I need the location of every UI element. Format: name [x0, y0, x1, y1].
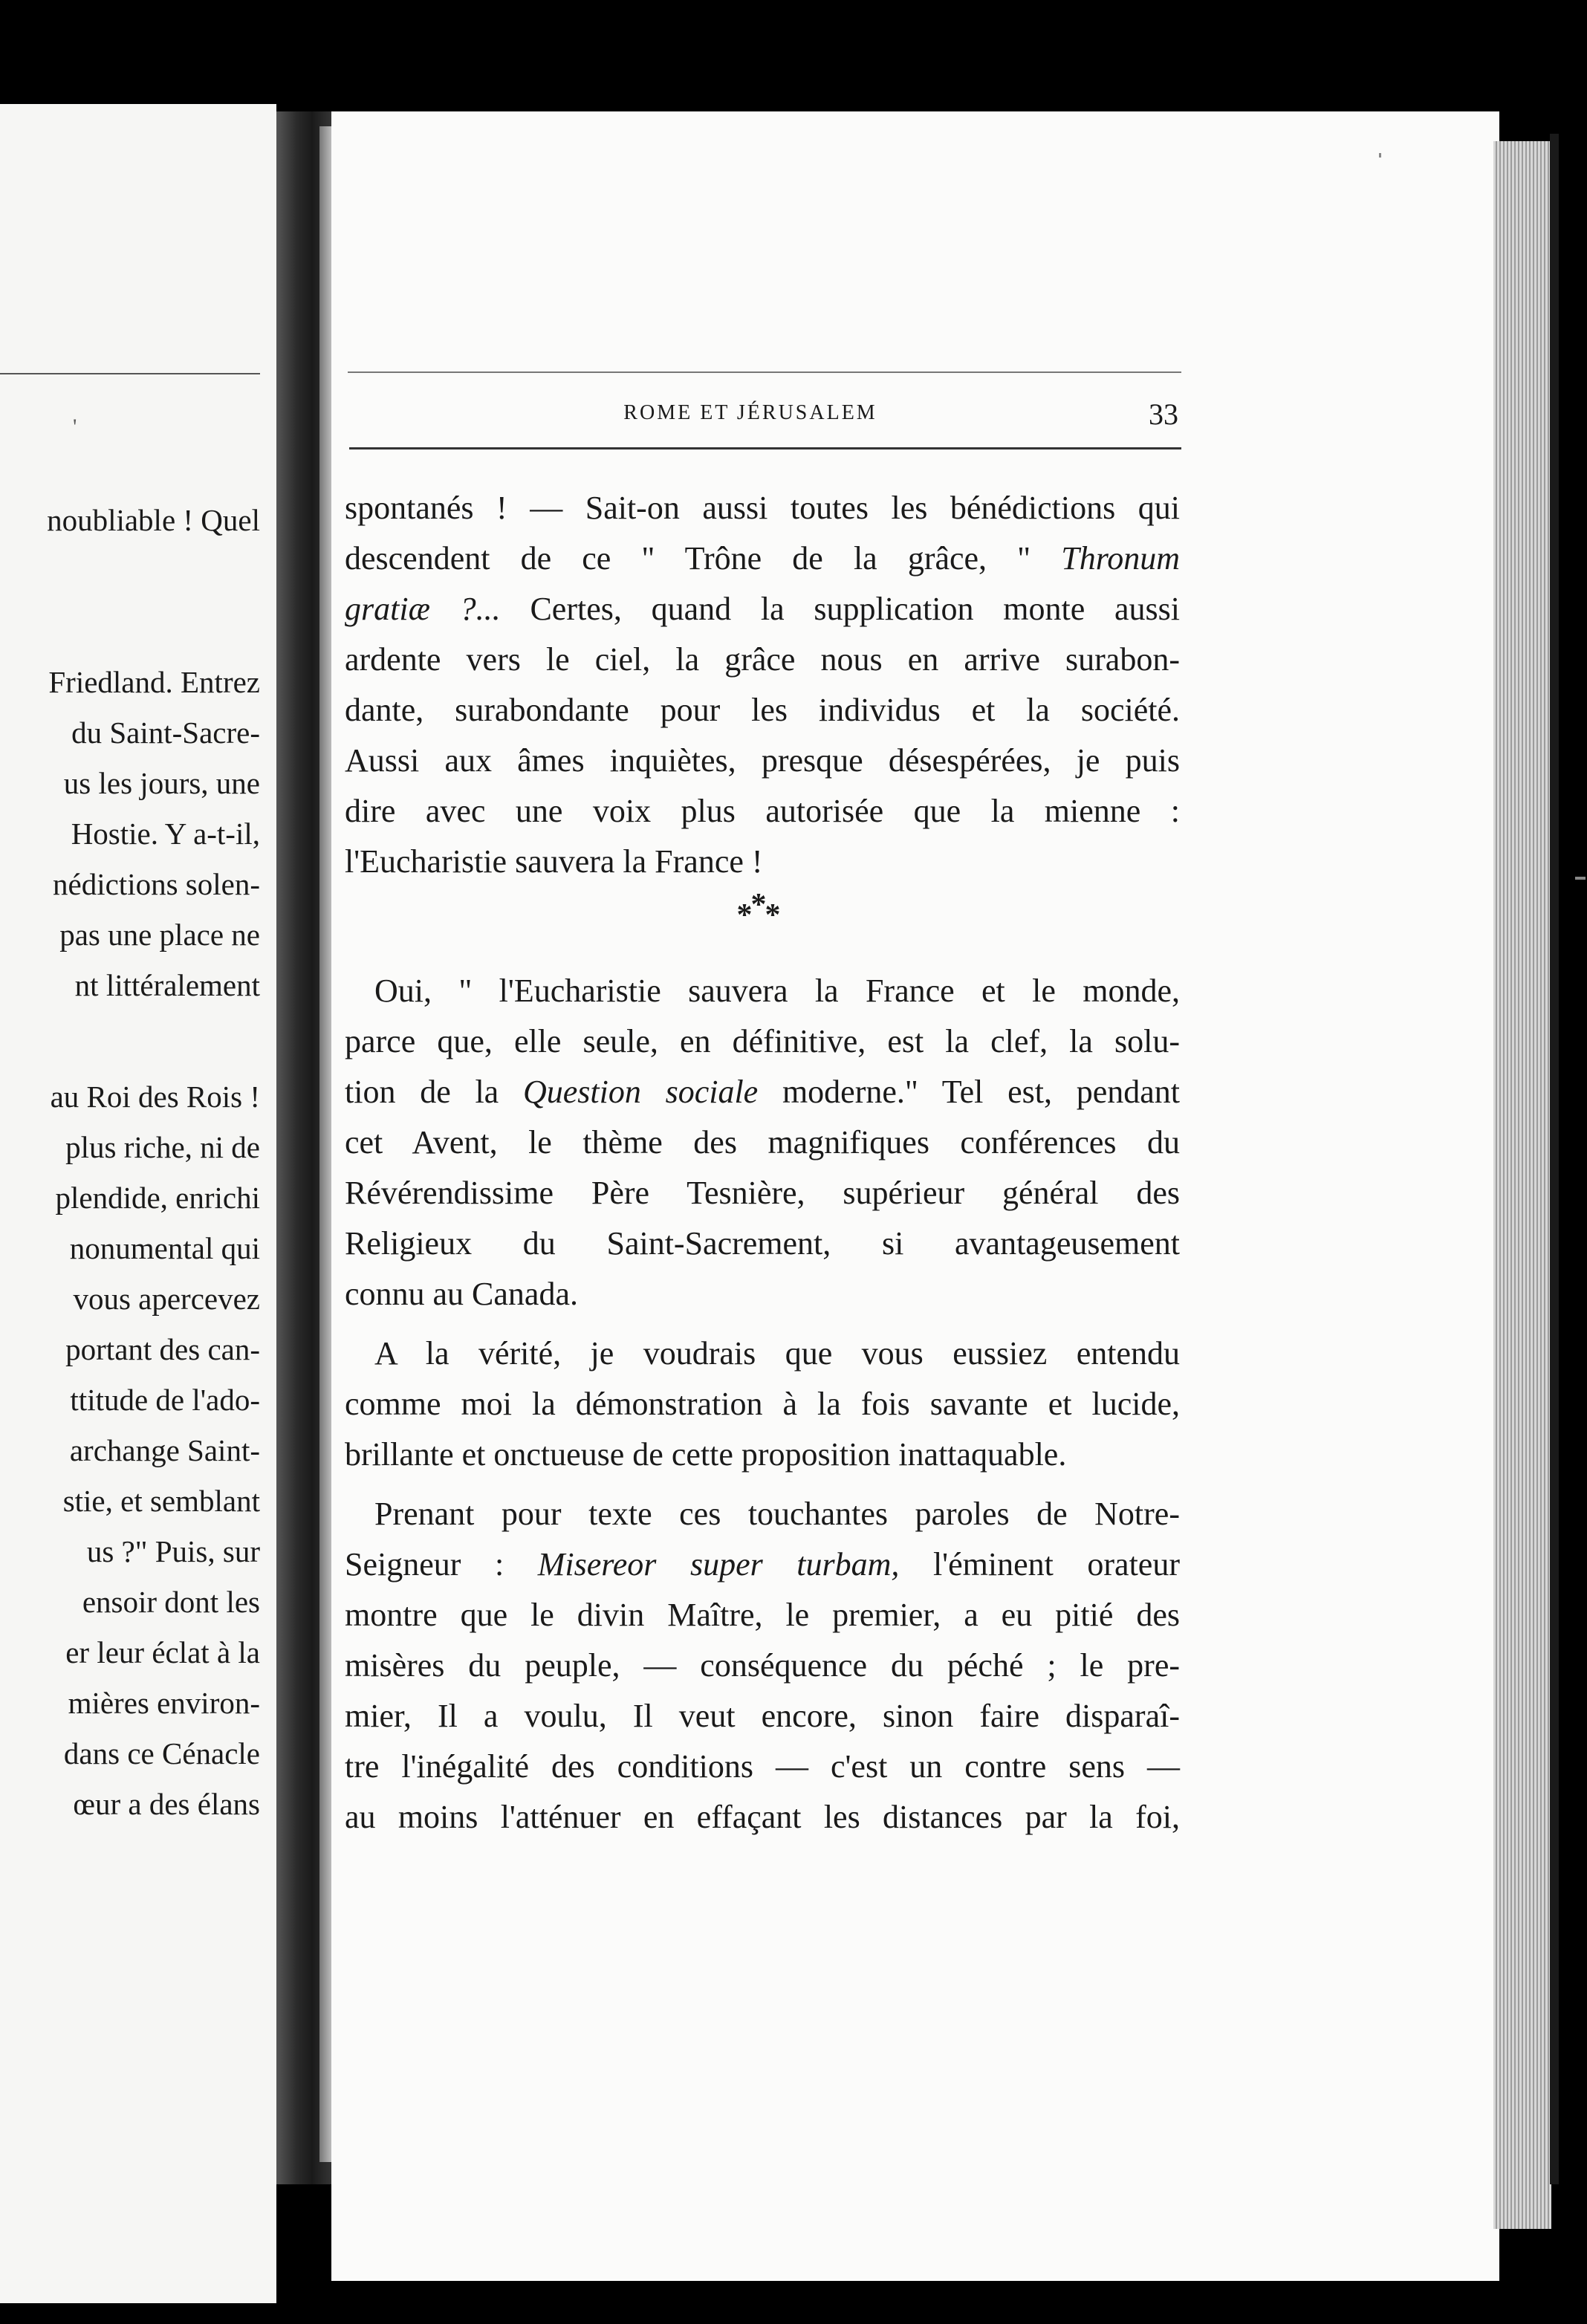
left-line: dans ce Cénacle — [63, 1736, 260, 1770]
left-line: nédictions solen- — [53, 867, 260, 901]
body-line: dire avec une voix plus autorisée que la mienne : — [345, 793, 1180, 829]
left-line: us les jours, une — [63, 766, 260, 800]
running-head: ROME ET JÉRUSALEM — [623, 401, 877, 424]
left-line: plendide, enrichi — [55, 1181, 260, 1215]
body-line: comme moi la démonstration à la fois savante et lucide, — [345, 1386, 1180, 1422]
left-header-mark: ' — [73, 415, 77, 439]
body-line: l'Eucharistie sauvera la France ! — [345, 843, 763, 880]
body-line: brillante et onctueuse de cette proposition inattaquable. — [345, 1436, 1067, 1473]
left-line: pas une place ne — [59, 918, 260, 952]
left-line: au Roi des Rois ! — [50, 1080, 260, 1114]
left-line: Hostie. Y a-t-il, — [71, 817, 260, 851]
book-fore-edge-shadow — [1550, 134, 1559, 2184]
left-line: ensoir dont les — [82, 1585, 260, 1619]
section-separator: *** — [736, 888, 779, 932]
left-line: du Saint-Sacre- — [71, 715, 260, 750]
italic-phrase: Misereor super turbam, — [537, 1546, 900, 1583]
left-line: œur a des élans — [73, 1787, 260, 1821]
body-line: connu au Canada. — [345, 1276, 578, 1312]
book-gutter-edge — [319, 126, 331, 2162]
italic-phrase: gratiæ ?... — [345, 591, 501, 627]
body-line: dante, surabondante pour les individus et la société. — [345, 692, 1180, 728]
left-line: mières environ- — [68, 1686, 260, 1720]
body-line: gratiæ ?... Certes, quand la supplication monte aussi — [345, 591, 1181, 627]
scan-speck — [1575, 877, 1586, 880]
body-line: Religieux du Saint-Sacrement, si avantageusement — [345, 1225, 1180, 1262]
italic-phrase: Question sociale — [522, 1074, 759, 1110]
body-line: misères du peuple, — conséquence du péché ; le pre- — [345, 1647, 1180, 1684]
left-line: plus riche, ni de — [65, 1130, 260, 1164]
body-line: ardente vers le ciel, la grâce nous en arrive surabon- — [345, 641, 1180, 678]
scan-speck — [1379, 153, 1381, 158]
body-line: spontanés ! — Sait-on aussi toutes les bénédictions qui — [345, 490, 1180, 526]
left-line: archange Saint- — [69, 1433, 260, 1467]
left-line: nonumental qui — [69, 1231, 260, 1265]
left-line: nt littéralement — [74, 968, 260, 1002]
body-line: Aussi aux âmes inquiètes, presque désespérées, je puis — [345, 742, 1180, 779]
book-fore-edge — [1493, 141, 1551, 2229]
left-line: us ?" Puis, sur — [86, 1534, 260, 1568]
body-line: parce que, elle seule, en définitive, est la clef, la solu- — [345, 1023, 1180, 1059]
left-line: ttitude de l'ado- — [70, 1383, 260, 1417]
body-line: tre l'inégalité des conditions — c'est un contre sens — — [345, 1748, 1180, 1785]
body-line: Révérendissime Père Tesnière, supérieur général des — [345, 1175, 1180, 1211]
header-rule-top — [348, 371, 1181, 373]
body-line: au moins l'atténuer en effaçant les distances par la foi, — [345, 1799, 1180, 1835]
body-line: Prenant pour texte ces touchantes paroles de Notre- — [374, 1496, 1180, 1532]
body-line: montre que le divin Maître, le premier, a eu pitié des — [345, 1597, 1180, 1633]
body-line: descendent de ce " Trône de la grâce, " Thronum — [345, 540, 1180, 577]
body-line: Oui, " l'Eucharistie sauvera la France et le monde, — [374, 973, 1180, 1009]
left-header-rule — [0, 373, 260, 374]
italic-phrase: Thronum — [1061, 540, 1180, 577]
left-page — [0, 104, 276, 2303]
body-line: mier, Il a voulu, Il veut encore, sinon faire disparaî- — [345, 1698, 1180, 1734]
body-line: tion de la Question sociale moderne." Tel est, pendant — [345, 1074, 1180, 1110]
header-rule-bottom — [349, 447, 1181, 449]
left-line: Friedland. Entrez — [48, 665, 260, 699]
page-number: 33 — [1149, 397, 1178, 431]
left-line: stie, et semblant — [62, 1484, 260, 1518]
body-line: cet Avent, le thème des magnifiques conférences du — [345, 1124, 1180, 1161]
left-line: noubliable ! Quel — [47, 503, 260, 537]
body-line: Seigneur : Misereor super turbam, l'éminent orateur — [345, 1546, 1180, 1583]
left-line: vous apercevez — [73, 1282, 260, 1316]
left-line: er leur éclat à la — [65, 1635, 260, 1669]
body-line: A la vérité, je voudrais que vous eussiez entendu — [374, 1335, 1180, 1372]
left-line: portant des can- — [65, 1332, 260, 1366]
